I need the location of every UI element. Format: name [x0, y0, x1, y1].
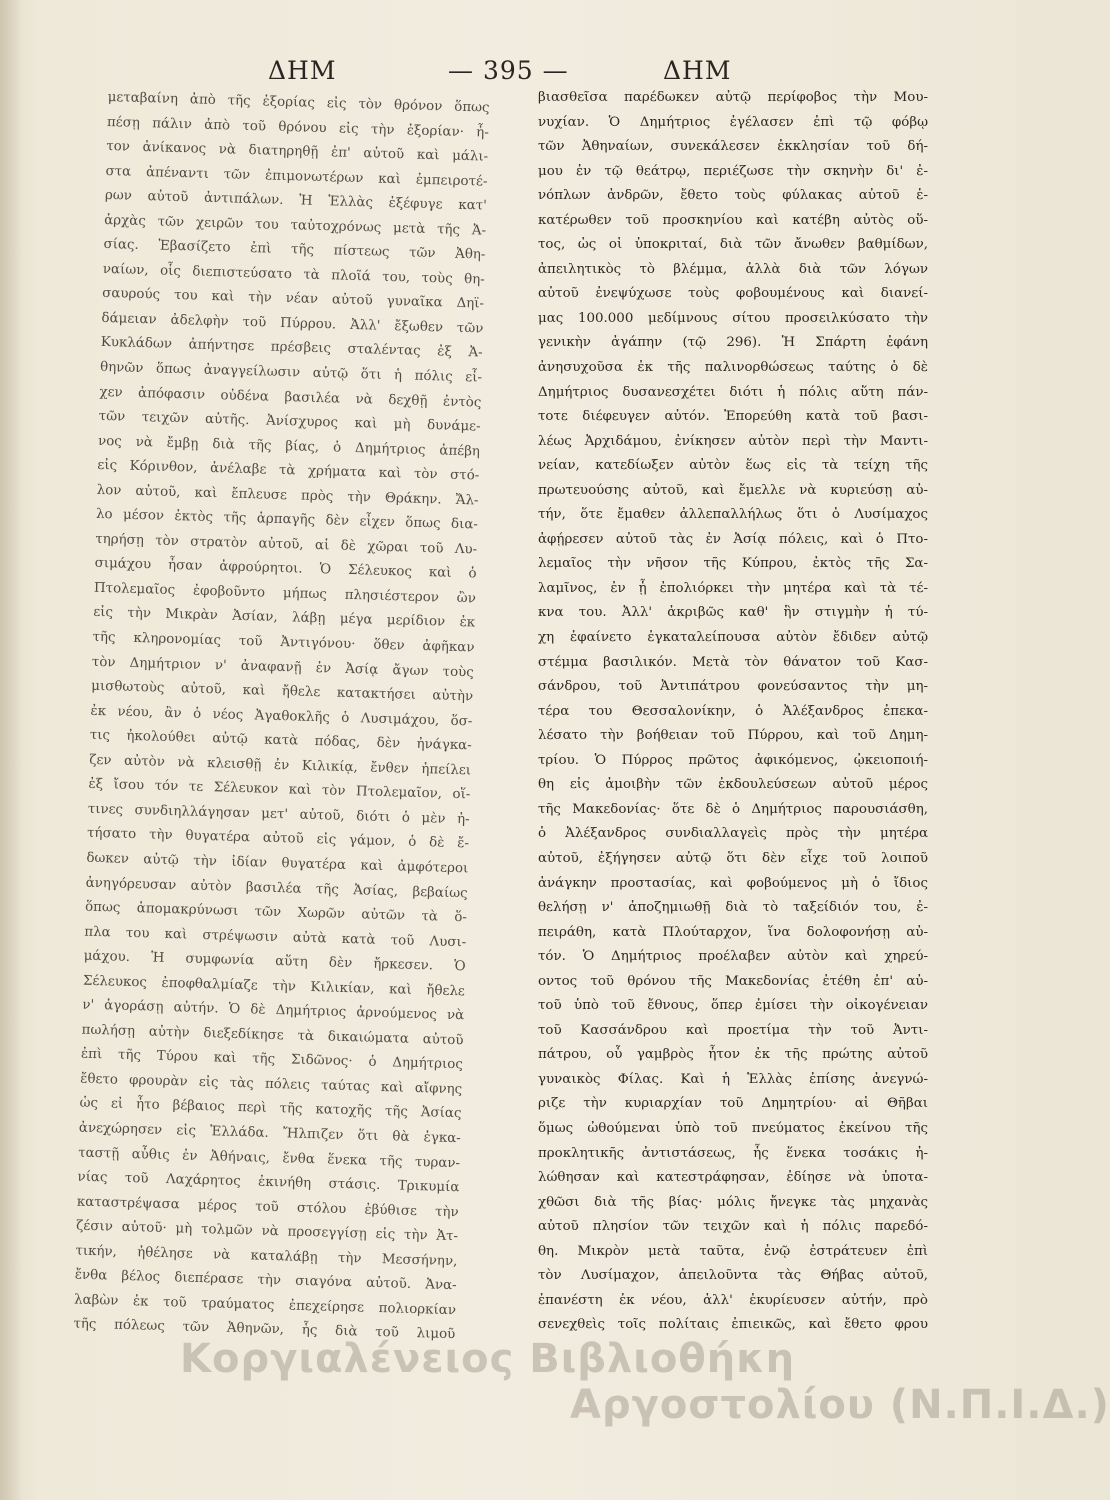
text-line: νος νὰ ἔμβῃ διὰ τῆς βίας, ὁ Δημήτριος ἀπέβη [97, 433, 481, 460]
text-line: τις ἠκολούθει αὐτῷ κατὰ πόδας, δὲν ἠνάγκα- [89, 727, 472, 754]
text-line: πάτρου, οὗ γαμβρὸς ἦτον ἐκ τῆς πρώτης αὐτοῦ [538, 1047, 928, 1063]
text-line: αὐτοῦ ἐνεψύχωσε τοὺς φοβουμένους καὶ διανεί- [538, 286, 928, 302]
text-line: θη. Μικρὸν μετὰ ταῦτα, ἐνῷ ἐστράτευεν ἐπὶ [538, 1243, 928, 1259]
text-line: τέρα του Θεσσαλονίκην, ὁ Ἀλέξανδρος ἐπεκα- [538, 703, 928, 719]
text-line: τοῦ Κασσάνδρου καὶ προετίμα τὴν τοῦ Ἀντι- [538, 1022, 928, 1038]
text-line: ταστῇ αὖθις ἐν Ἀθήναις, ἔνθα ἕνεκα τῆς τυραν- [77, 1145, 461, 1171]
text-line: ν' ἀγοράσῃ αὐτήν. Ὁ δὲ Δημήτριος ἀρνούμενος νὰ [82, 997, 465, 1024]
running-head-left: ΔΗΜ [268, 56, 337, 85]
text-line: τοτε διέφευγεν αὐτόν. Ἐπορεύθη κατὰ τοῦ βασι- [538, 409, 928, 425]
text-line: γενικὴν ἀγάπην (τῷ 296). Ἡ Σπάρτη ἐφάνη [538, 335, 928, 351]
text-line: αὐτοῦ, ἐξήγησεν αὐτῷ ὅτι δὲν εἶχε τοῦ λοιποῦ [538, 850, 928, 866]
text-line: τῆς πόλεως τῶν Ἀθηνῶν, ἧς διὰ τοῦ λιμοῦ [73, 1316, 456, 1343]
text-line: λαμῖνος, ἐν ᾗ ἐπολιόρκει τὴν μητέρα καὶ τὰ τέ- [538, 580, 928, 596]
text-line: μισθωτοὺς αὐτοῦ, καὶ ἤθελε κατακτήσει αὐτὴν [91, 678, 474, 705]
text-line: λέσατο τὴν βοήθειαν τοῦ Πύρρου, καὶ τοῦ Δημη- [538, 728, 928, 744]
text-line: τικήν, ἠθέλησε νὰ καταλάβῃ τὴν Μεσσήνην, [75, 1243, 458, 1269]
text-line: πειράθη, κατὰ Πλούταρχον, ἵνα δολοφονήσῃ αὐ- [538, 924, 928, 940]
text-line: τήν, ὅτε ἔμαθεν ἀλλεπαλλήλως ὅτι ὁ Λυσίμαχος [538, 507, 928, 523]
text-line: τὸν Δημήτριον ν' ἀναφανῇ ἐν Ἀσίᾳ ἄγων τοὺς [91, 654, 474, 681]
text-line: μεταβαίνη ἀπὸ τῆς ἐξορίας εἰς τὸν θρόνον ὅπως [107, 89, 490, 116]
text-line: ἔνθα βέλος διεπέρασε τὴν σιαγόνα αὐτοῦ. Ἀνα- [74, 1267, 457, 1294]
text-line: λεμαῖος τὴν νῆσον τῆς Κύπρου, ἐκτὸς τῆς Σα- [538, 556, 928, 572]
text-line: τηρήσῃ τὸν στρατὸν αὐτοῦ, αἱ δὲ χῶραι τοῦ Λυ- [95, 531, 478, 558]
text-line: νείαν, κατεδίωξεν αὐτὸν ἕως εἰς τὰ τείχη τῆς [538, 458, 928, 474]
text-line: ἀνηγόρευσαν αὐτὸν βασιλέα τῆς Ἀσίας, βεβαίως [85, 875, 468, 901]
text-line: μάχου. Ἡ συμφωνία αὕτη δὲν ἤρκεσεν. Ὁ [83, 948, 466, 975]
text-line: Σέλευκος ἐποφθαλμίαζε τὴν Κιλικίαν, καὶ ἤθελε [82, 973, 466, 1000]
text-line: ἔθετο φρουρὰν εἰς τὰς πόλεις ταύτας καὶ αἴφνης [80, 1071, 463, 1098]
text-line: ζεν αὐτὸν νὰ κλεισθῇ ἐν Κιλικίᾳ, ἔνθεν ἠπείλει [88, 752, 472, 779]
text-line: βιασθεῖσα παρέδωκεν αὐτῷ περίφοβος τὴν Μου- [538, 90, 928, 105]
text-line: λο μέσον ἐκτὸς τῆς ἁρπαγῆς δὲν εἶχεν ὅπως δια- [95, 507, 479, 533]
watermark-line-2: Αργοστολίου (Ν.Π.Ι.Δ.) [570, 1382, 1110, 1428]
text-line: ἀπειλητικὸς τὸ βλέμμα, ἀλλὰ διὰ τῶν λόγων [538, 261, 928, 277]
text-line: ριζε τὴν κυριαρχίαν τοῦ Δημητρίου· αἱ Θῆβαι [538, 1096, 928, 1112]
binding-gutter-shadow [0, 0, 22, 1500]
text-line: ἐπὶ τῆς Τύρου καὶ τῆς Σιδῶνος· ὁ Δημήτριος [80, 1046, 464, 1073]
left-text-column [73, 86, 490, 1348]
text-line: πωλήσῃ αὐτὴν διεξεδίκησε τὰ δικαιώματα αὐτοῦ [81, 1022, 464, 1049]
watermark-line-1: Κοργιαλένειος Βιβλιοθήκη [180, 1336, 796, 1382]
text-line: σιμάχου ἦσαν ἀφρούρητοι. Ὁ Σέλευκος καὶ ὁ [94, 556, 477, 582]
text-line: τος, ὡς οἱ ὑποκριταί, διὰ τῶν ἄνωθεν βαθμίδων, [538, 237, 928, 253]
text-line: τινες συνδιηλλάγησαν μετ' αὐτοῦ, διότι ὁ μὲν ἠ- [87, 801, 470, 828]
text-line: λον αὐτοῦ, καὶ ἔπλευσε πρὸς τὴν Θράκην. Ἄλ- [96, 482, 479, 509]
text-line: αὐτοῦ πλησίον τῶν τειχῶν καὶ ἡ πόλις παρεδό- [538, 1219, 928, 1235]
text-line: προκλητικῆς ἀντιστάσεως, ἧς ἕνεκα τοσάκις ἠ- [538, 1145, 928, 1161]
text-line: σαυρούς του καὶ τὴν νέαν αὐτοῦ γυναῖκα Δηϊ- [101, 286, 485, 312]
text-line: νυχίαν. Ὁ Δημήτριος ἐγέλασεν ἐπὶ τῷ φόβῳ [538, 114, 928, 130]
text-line: κνα του. Ἀλλ' ἀκριβῶς καθ' ἣν στιγμὴν ἡ τύ- [538, 605, 928, 621]
text-line: ἀρχὰς τῶν χειρῶν του ταὐτοχρόνως μετὰ τῆς Ἀ- [104, 212, 487, 239]
text-line: τῆς Μακεδονίας· ὅτε δὲ ὁ Δημήτριος παρουσιάσθη, [538, 801, 928, 817]
text-line: νίας τοῦ Λαχάρητος ἐκινήθη στάσις. Τρικυμία [77, 1169, 460, 1196]
text-line: λέως Ἀρχιδάμου, ἐνίκησεν αὐτὸν περὶ τὴν Μαντι- [538, 433, 928, 449]
text-line: θη εἰς ἀμοιβὴν τῶν ἐκδουλεύσεων αὐτοῦ μέρος [538, 777, 928, 793]
right-text-column [538, 86, 928, 1338]
text-line: κατέρωθεν τοῦ προσκηνίου καὶ κατέβη αὐτὸς οὕ- [538, 212, 928, 228]
text-line: τῆς κληρονομίας τοῦ Ἀντιγόνου· ὅθεν ἀφῆκαν [92, 629, 475, 656]
text-line: ὡς εἰ ἦτο βέβαιος περὶ τῆς κατοχῆς τῆς Ἀσίας [79, 1096, 462, 1122]
text-line: ἀνησυχοῦσα ἐκ τῆς παλινορθώσεως ταύτης ὁ δὲ [538, 360, 928, 376]
text-line: τοῦ ὑπὸ τοῦ ἔθνους, ὅπερ ἐμίσει τὴν οἰκογένειαν [538, 998, 928, 1014]
text-line: ὅπως ἀπομακρύνωσι τῶν Χωρῶν αὐτῶν τὰ ὅ- [84, 899, 468, 926]
text-line: γυναικὸς Φίλας. Καὶ ἡ Ἑλλὰς ἐπίσης ἀνεγνώ- [538, 1071, 928, 1087]
text-line: στα ἀπέναντι τῶν ἐπιμονωτέρων καὶ ἐμπειροτέ- [105, 163, 488, 190]
text-line: λώθησαν καὶ κατεστράφησαν, ἐδίησε νὰ ὑποτα- [538, 1170, 928, 1186]
text-line: εἰς Κόρινθον, ἀνέλαβε τὰ χρήματα καὶ τὸν στό- [97, 458, 480, 484]
text-line: Κυκλάδων ἀπήντησε πρέσβεις σταλέντας ἐξ Ἀ- [100, 335, 483, 362]
page-number: — 395 — [448, 56, 569, 85]
text-line: τήσατο τὴν θυγατέρα αὐτοῦ εἰς γάμον, ὁ δὲ ἔ- [86, 826, 470, 852]
text-line: ὁ Ἀλέξανδρος συνδιαλλαγεὶς πρὸς τὴν μητέρα [538, 826, 928, 842]
text-line: τῶν τειχῶν αὐτῆς. Ἀνίσχυρος καὶ μὴ δυνάμε- [98, 408, 481, 435]
text-line: θηνῶν ὅπως ἀναγγείλωσιν αὐτῷ ὅτι ἡ πόλις εἶ- [99, 359, 483, 386]
text-line: πλα του καὶ στρέψωσιν αὐτὰ κατὰ τοῦ Λυσι- [84, 924, 467, 950]
text-line: ναίων, οἷς διεπιστεύσατο τὰ πλοῖά του, τοὺς θη- [102, 261, 485, 288]
text-line: πρωτευούσης αὐτοῦ, καὶ ἔμελλε νὰ κυριεύσῃ αὐ- [538, 482, 928, 498]
text-line: λαβὼν ἐκ τοῦ τραύματος ἐπεχείρησε πολιορκίαν [73, 1292, 457, 1318]
text-line: χη ἐφαίνετο ἐγκαταλείπουσα αὐτὸν ἔδιδεν αὐτῷ [538, 630, 928, 646]
text-line: σάνδρου, τοῦ Ἀντιπάτρου φονεύσαντος τὴν μη- [538, 679, 928, 695]
text-line: μου ἐν τῷ θεάτρῳ, περιέζωσε τὴν σκηνὴν δι' ἐ- [538, 163, 928, 179]
text-line: ἀνεχώρησεν εἰς Ἑλλάδα. Ἤλπιζεν ὅτι θὰ ἐγκα- [78, 1120, 461, 1147]
text-line: χθῶσι διὰ τῆς βίας· μόλις ἤνεγκε τὰς μηχανὰς [538, 1194, 928, 1210]
text-line: νόπλων ἀνδρῶν, ἔθετο τοὺς φύλακας αὐτοῦ ἑ- [538, 188, 928, 204]
running-head-right: ΔΗΜ [663, 56, 732, 85]
text-line: χεν ἀπόφασιν οὐδένα βασιλέα νὰ δεχθῇ ἐντὸς [99, 384, 482, 411]
text-line: ζέσιν αὐτοῦ· μὴ τολμῶν νὰ προσεγγίσῃ εἰς τὴν Ἀτ- [75, 1218, 459, 1245]
text-line: σίας. Ἐβασίζετο ἐπὶ τῆς πίστεως τῶν Ἀθη- [103, 237, 486, 263]
text-line: ἀφῄρεσεν αὐτοῦ τὰς ἐν Ἀσίᾳ πόλεις, καὶ ὁ Πτο- [538, 531, 928, 547]
text-line: ρων αὐτοῦ ἀντιπάλων. Ἡ Ἑλλὰς ἐξέφυγε κατ' [104, 188, 487, 214]
text-line: δωκεν αὐτῷ τὴν ἰδίαν θυγατέρα καὶ ἀμφότεροι [86, 850, 469, 877]
text-line: τὸν Λυσίμαχον, ἀπειλοῦντα τὰς Θήβας αὐτοῦ, [538, 1268, 928, 1284]
text-line: εἰς τὴν Μικρὰν Ἀσίαν, λάβῃ μέγα μερίδιον ἐκ [93, 605, 476, 631]
text-line: ὅμως ὠθούμεναι ὑπὸ τοῦ πνεύματος ἐκείνου τῆς [538, 1120, 928, 1136]
text-line: ἐκ νέου, ἂν ὁ νέος Ἀγαθοκλῆς ὁ Λυσιμάχου, ὅσ- [90, 703, 473, 730]
text-line: πέσῃ πάλιν ἀπὸ τοῦ θρόνου εἰς τὴν ἐξορίαν· ἦ- [106, 114, 490, 141]
text-line: θελήσῃ ν' ἀποζημιωθῇ διὰ τὸ ταξείδιόν του, ἐ- [538, 900, 928, 916]
text-line: Δημήτριος δυσανεσχέτει διότι ἡ πόλις αὕτη πάν- [538, 384, 928, 400]
text-line: καταστρέψασα μέρος τοῦ στόλου ἐβύθισε τὴν [76, 1194, 459, 1220]
text-line: στέμμα βασιλικόν. Μετὰ τὸν θάνατον τοῦ Κασ- [538, 654, 928, 670]
text-line: ἀνάγκην προστασίας, καὶ φοβούμενος μὴ ὁ ἴδιος [538, 875, 928, 891]
text-line: ἐπανέστη ἐκ νέου, ἀλλ' ἐκυρίευσεν αὐτήν, πρὸ [538, 1292, 928, 1308]
text-line: τρίου. Ὁ Πύρρος πρῶτος ἀφικόμενος, ᾠκειοποιή- [538, 752, 928, 768]
text-line: τόν. Ὁ Δημήτριος προέλαβεν αὐτὸν καὶ χηρεύ- [538, 949, 928, 965]
text-line: ἐξ ἴσου τόν τε Σέλευκον καὶ τὸν Πτολεμαῖον, οἵ- [88, 777, 471, 803]
text-line: τον ἀνίκανος νὰ διατηρηθῇ ἐπ' αὐτοῦ καὶ μάλι- [106, 139, 489, 165]
text-line: δάμειαν ἀδελφὴν τοῦ Πύρρου. Ἀλλ' ἔξωθεν τῶν [101, 310, 484, 337]
text-line: μας 100.000 μεδίμνους σίτου προσειλκύσατο τὴν [538, 310, 928, 326]
text-line: τῶν Ἀθηναίων, συνεκάλεσεν ἐκκλησίαν τοῦ δή- [538, 139, 928, 155]
text-line: οντος τοῦ θρόνου τῆς Μακεδονίας ἐτέθη ἐπ' αὐ- [538, 973, 928, 989]
text-line: Πτολεμαῖος ἐφοβοῦντο μήπως πλησιέστερον ὢν [93, 580, 477, 607]
text-line: σενεχθεὶς τοῖς πολίταις ἐπιεικῶς, καὶ ἔθετο φρου [538, 1317, 928, 1333]
